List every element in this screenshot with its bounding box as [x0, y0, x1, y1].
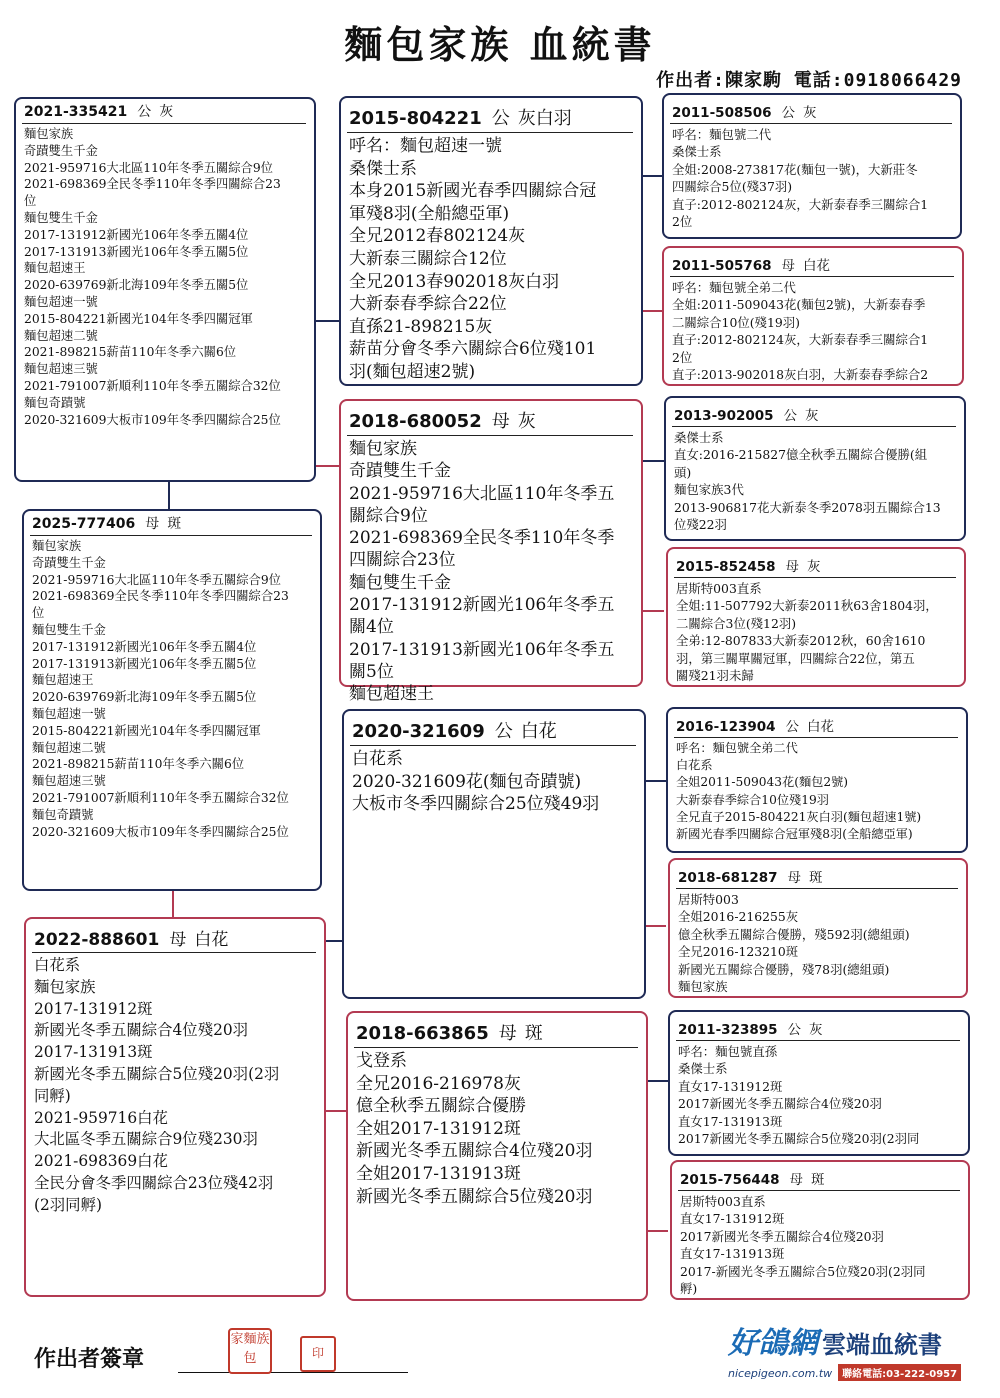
pedigree-line: 羽(麵包超速2號)	[349, 361, 476, 382]
logo-subtitle: 雲端血統書	[822, 1331, 942, 1359]
pedigree-line: 薪苗分會冬季六關綜合6位殘101	[349, 339, 597, 360]
pedigree-line: 白花系	[34, 956, 81, 974]
pedigree-line: 麵包奇蹟號	[32, 807, 94, 822]
pedigree-line: 頭)	[674, 464, 692, 480]
pedigree-line: 呼名：麵包號全弟二代	[676, 741, 798, 755]
ring-number: 2015-852458 母 灰	[676, 559, 821, 575]
pedigree-box-dam-sire	[342, 709, 646, 999]
pedigree-line: 全兄2012春802124灰	[349, 226, 526, 247]
pedigree-line: 全兄2016-216978灰	[356, 1073, 521, 1094]
connector	[640, 310, 664, 312]
pedigree-line: 2021-698369全民冬季110年冬季四關綜合23	[24, 177, 281, 192]
pedigree-line: 2015-804221新國光104年冬季四關冠軍	[24, 311, 253, 326]
pedigree-line: 麵包奇蹟號	[24, 395, 86, 410]
pedigree-line: 桑傑士系	[349, 158, 417, 179]
pedigree-line: 全姐2016-216255灰	[678, 909, 799, 925]
pedigree-line: 大新泰春季綜合10位殘19羽	[676, 792, 829, 807]
pedigree-line: 全姐:11-507792大新泰2011秋63舍1804羽，	[676, 598, 938, 614]
pedigree-line: 呼名：麵包號全弟二代	[672, 280, 796, 295]
pedigree-line: 羽，第三關單關冠軍，四關綜合22位，第五	[676, 650, 915, 666]
pedigree-line: 新國光冬季五關綜合5位殘20羽(2羽	[34, 1064, 280, 1083]
pedigree-line: 直子:2012-802124灰，大新泰春季三關綜合1	[672, 332, 929, 348]
pedigree-box-ggs-4	[668, 1010, 970, 1156]
pedigree-box-subject	[14, 97, 316, 482]
pedigree-line: 麵包超速二號	[32, 740, 106, 755]
ring-number: 2018-663865 母 斑	[356, 1023, 543, 1044]
pedigree-notes	[668, 740, 966, 843]
pedigree-box-ggd-3	[668, 858, 968, 998]
pedigree-line: 直子:2012-802124灰，大新泰春季三關綜合1	[672, 196, 929, 212]
pedigree-line: 麵包超速三號	[32, 774, 106, 789]
pedigree-line: 奇蹟雙生千金	[32, 555, 106, 570]
pedigree-line: 2017-131912斑	[34, 999, 153, 1018]
ring-number: 2011-323895 公 灰	[678, 1022, 823, 1038]
pedigree-line: 2021-898215薪苗110年冬季六關6位	[32, 757, 245, 772]
pedigree-line: 2017新國光冬季五關綜合5位殘20羽(2羽同	[678, 1131, 920, 1147]
pedigree-line: 麵包家族	[24, 127, 74, 141]
connector	[324, 940, 344, 942]
pedigree-line: 麵包雙生千金	[24, 210, 98, 225]
pedigree-line: 桑傑士系	[674, 430, 724, 445]
pedigree-notes	[666, 429, 964, 533]
pedigree-line: 呼名：麵包超速一號	[349, 136, 502, 156]
pedigree-line: 麵包超速王	[32, 673, 94, 688]
pedigree-line: 2020-639769新北海109年冬季五關5位	[32, 690, 257, 705]
pedigree-box-ggd-1	[662, 246, 964, 386]
page-title: 麵包家族 血統書	[344, 22, 656, 67]
pedigree-line: 直孫21-898215灰	[349, 316, 493, 337]
pedigree-line: 新國光冬季五關綜合4位殘20羽	[34, 1021, 249, 1040]
pedigree-line: 2021-791007新順利110年冬季五關綜合32位	[32, 790, 289, 805]
pedigree-line: 2013-906817花大新泰冬季2078羽五關綜合13	[674, 499, 941, 515]
pedigree-notes	[664, 279, 962, 383]
pedigree-line: 2017-131913新國光106年冬季五	[349, 639, 615, 660]
pedigree-line: 2021-959716大北區110年冬季五關綜合9位	[24, 160, 273, 175]
pedigree-line: 居斯特003直系	[676, 581, 762, 596]
pedigree-line: 全姐:2008-273817花(麵包一號)，大新莊冬	[672, 161, 918, 177]
connector	[640, 175, 664, 177]
pedigree-line: 全弟:12-807833大新泰2012秋，60舍1610	[676, 633, 926, 649]
pedigree-line: 麵包超速王	[24, 261, 86, 276]
pedigree-line: 麵包家族	[678, 979, 728, 995]
pedigree-notes	[344, 748, 644, 816]
pedigree-line: 同孵)	[34, 1086, 71, 1105]
breeder-contact: 作出者:陳家駒 電話:0918066429	[656, 70, 962, 91]
pedigree-line: 新國光冬季五關綜合4位殘20羽	[356, 1141, 593, 1162]
pedigree-line: 關綜合9位	[349, 505, 428, 526]
pedigree-line: 奇蹟雙生千金	[24, 143, 98, 158]
ring-number: 2020-321609 公 白花	[352, 721, 557, 742]
pedigree-line: 關殘21羽未歸	[676, 668, 754, 684]
ring-number: 2015-756448 母 斑	[680, 1172, 825, 1188]
logo-url: nicepigeon.com.tw	[728, 1367, 833, 1380]
pedigree-line: 2017新國光冬季五關綜合4位殘20羽	[680, 1228, 884, 1244]
signature-label: 作出者簽章	[34, 1346, 145, 1372]
pedigree-line: 呼名：麵包號二代	[672, 127, 772, 142]
pedigree-line: 2017新國光冬季五關綜合4位殘20羽	[678, 1096, 882, 1112]
pedigree-notes	[24, 538, 320, 840]
pedigree-box-sire-sire	[339, 96, 643, 386]
pedigree-box-sibling	[22, 509, 322, 891]
pedigree-line: 麵包超速一號	[24, 294, 98, 309]
pedigree-line: 呼名：麵包號直孫	[678, 1044, 778, 1059]
pedigree-line: 麵包超速王	[349, 684, 434, 705]
pedigree-line: 大新泰三關綜合12位	[349, 248, 507, 269]
pedigree-line: 新國光冬季五關綜合5位殘20羽	[356, 1186, 593, 1207]
pedigree-line: 2017-131913斑	[34, 1043, 153, 1062]
pedigree-line: 桑傑士系	[672, 144, 722, 160]
pedigree-notes	[668, 580, 964, 684]
pedigree-line: 白花系	[676, 758, 713, 773]
pedigree-line: 2017-新國光冬季五關綜合5位殘20羽(2羽同	[680, 1263, 926, 1279]
pedigree-line: 2020-321609大板市109年冬季四關綜合25位	[24, 412, 281, 427]
pedigree-notes	[670, 1043, 968, 1147]
pedigree-line: (2羽同孵)	[34, 1195, 102, 1214]
pedigree-line: 全姐:2011-509043花(麵包2號)，大新泰春季	[672, 297, 926, 313]
logo-text: 好鴿網	[728, 1326, 818, 1361]
pedigree-line: 直女17-131913斑	[680, 1246, 785, 1262]
pedigree-line: 孵)	[680, 1281, 698, 1297]
pedigree-notes	[348, 1050, 646, 1208]
connector	[172, 890, 174, 918]
pedigree-line: 2021-791007新順利110年冬季五關綜合32位	[24, 378, 281, 393]
pedigree-line: 2021-959716大北區110年冬季五	[349, 483, 615, 504]
pedigree-line: 2021-698369白花	[34, 1152, 168, 1171]
pedigree-box-ggs-3	[666, 707, 968, 853]
pedigree-line: 2017-131913新國光106年冬季五關5位	[32, 656, 257, 671]
pedigree-line: 新國光春季四關綜合冠軍殘8羽(全船總亞軍)	[676, 827, 913, 842]
pedigree-line: 2017-131912新國光106年冬季五關4位	[32, 639, 257, 654]
pedigree-box-dam-dam	[346, 1011, 648, 1301]
pedigree-line: 大北區冬季五關綜合9位殘230羽	[34, 1130, 258, 1149]
pedigree-line: 戈登系	[356, 1051, 407, 1071]
pedigree-line: 本身2015新國光春季四關綜合冠	[349, 181, 597, 202]
pedigree-line: 2位	[672, 349, 693, 365]
pedigree-line: 2021-698369全民冬季110年冬季	[349, 528, 615, 549]
pedigree-notes	[341, 438, 641, 706]
pedigree-line: 位	[32, 606, 45, 621]
pedigree-notes	[16, 126, 314, 428]
pedigree-line: 麵包超速一號	[32, 706, 106, 721]
pedigree-line: 二關綜合10位(殘19羽)	[672, 314, 800, 330]
ring-number: 2018-681287 母 斑	[678, 870, 823, 886]
pedigree-notes	[664, 126, 960, 230]
pedigree-line: 位	[24, 194, 37, 209]
pedigree-notes	[670, 891, 966, 995]
ring-number: 2021-335421 公 灰	[24, 104, 174, 120]
connector	[168, 482, 170, 510]
pedigree-line: 居斯特003	[678, 892, 739, 907]
connector	[316, 320, 340, 322]
pedigree-line: 麵包雙生千金	[32, 622, 106, 637]
pedigree-line: 2020-321609大板市109年冬季四關綜合25位	[32, 824, 289, 839]
connector	[324, 1110, 348, 1112]
pedigree-line: 億全秋季五關綜合優勝	[356, 1096, 526, 1117]
pedigree-line: 全兄2016-123210斑	[678, 944, 799, 960]
ring-number: 2011-508506 公 灰	[672, 105, 817, 121]
pedigree-box-ggd-2	[666, 547, 966, 687]
pedigree-line: 大新泰春季綜合22位	[349, 294, 507, 315]
pedigree-line: 2021-698369全民冬季110年冬季四關綜合23	[32, 589, 289, 604]
pedigree-line: 四關綜合23位	[349, 550, 456, 571]
connector	[646, 1230, 668, 1232]
pedigree-line: 奇蹟雙生千金	[349, 461, 451, 482]
pedigree-line: 2017-131912新國光106年冬季五關4位	[24, 227, 249, 242]
pedigree-line: 2021-959716白花	[34, 1108, 168, 1127]
nicepigeon-logo	[728, 1318, 978, 1382]
pedigree-line: 2020-321609花(麵包奇蹟號)	[352, 771, 582, 792]
seal-stamp: 印	[300, 1336, 336, 1372]
pedigree-line: 直女:2016-215827億全秋季五關綜合優勝(組	[674, 447, 928, 463]
pedigree-line: 2017-131913新國光106年冬季五關5位	[24, 244, 249, 259]
pedigree-line: 二關綜合3位(殘12羽)	[676, 615, 797, 631]
pedigree-line: 四關綜合5位(殘37羽)	[672, 179, 793, 195]
pedigree-line: 直女17-131912斑	[678, 1078, 783, 1094]
pedigree-line: 麵包家族3代	[674, 482, 744, 498]
pedigree-line: 全姐2011-509043花(麵包2號)	[676, 775, 849, 790]
pedigree-line: 麵包超速二號	[24, 328, 98, 343]
ring-number: 2013-902005 公 灰	[674, 408, 819, 424]
pedigree-box-ggs-2	[664, 396, 966, 541]
pedigree-line: 2017-131912新國光106年冬季五	[349, 595, 615, 616]
pedigree-box-sire-dam	[339, 399, 643, 705]
pedigree-line: 直女17-131913斑	[678, 1113, 783, 1129]
pedigree-line: 居斯特003直系	[680, 1194, 766, 1209]
pedigree-notes	[672, 1193, 968, 1297]
pedigree-line: 麵包雙生千金	[349, 572, 451, 593]
pedigree-line: 關5位	[349, 661, 394, 682]
signature-line[interactable]	[178, 1372, 408, 1373]
pedigree-line: 直子:2013-902018灰白羽，大新泰春季綜合2	[672, 367, 929, 383]
pedigree-line: 大板市冬季四關綜合25位殘49羽	[352, 794, 600, 815]
pedigree-line: 新國光五關綜合優勝，殘78羽(總組頭)	[678, 961, 890, 977]
pedigree-line: 直女17-131912斑	[680, 1211, 785, 1227]
pedigree-line: 全兄2013春902018灰白羽	[349, 271, 560, 292]
pedigree-line: 白花系	[352, 749, 403, 769]
pedigree-line: 2015-804221新國光104年冬季四關冠軍	[32, 723, 261, 738]
ring-number: 2022-888601 母 白花	[34, 930, 229, 950]
ring-number: 2011-505768 母 白花	[672, 258, 831, 274]
pedigree-line: 麵包家族	[349, 439, 417, 459]
ring-number: 2025-777406 母 斑	[32, 516, 182, 532]
connector	[646, 1080, 668, 1082]
connector	[640, 460, 664, 462]
pedigree-box-dam	[24, 917, 326, 1297]
ring-number: 2018-680052 母 灰	[349, 411, 536, 432]
logo-phone: 聯絡電話:03-222-0957	[838, 1364, 961, 1381]
pedigree-line: 關4位	[349, 617, 394, 638]
pedigree-line: 全兄直子2015-804221灰白羽(麵包超速1號)	[676, 809, 922, 824]
pedigree-line: 2020-639769新北海109年冬季五關5位	[24, 278, 249, 293]
pedigree-line: 位殘22羽	[674, 517, 727, 533]
ring-number: 2016-123904 公 白花	[676, 719, 835, 735]
pedigree-line: 軍殘8羽(全船總亞軍)	[349, 203, 510, 224]
breeder-seal-stamp: 家麵族包	[228, 1328, 272, 1374]
pedigree-line: 麵包超速三號	[24, 362, 98, 377]
pedigree-line: 全姐2017-131912斑	[356, 1118, 521, 1139]
ring-number: 2015-804221 公 灰白羽	[349, 108, 572, 129]
pedigree-line: 麵包家族	[32, 539, 82, 553]
pedigree-line: 2位	[672, 214, 693, 230]
pedigree-line: 全姐2017-131913斑	[356, 1163, 521, 1184]
pedigree-box-ggd-4	[670, 1160, 970, 1300]
pedigree-line: 2021-959716大北區110年冬季五關綜合9位	[32, 572, 281, 587]
pedigree-line: 桑傑士系	[678, 1061, 728, 1077]
connector	[640, 610, 664, 612]
pedigree-notes	[341, 135, 641, 384]
pedigree-notes	[26, 955, 324, 1217]
pedigree-box-ggs-1	[662, 93, 962, 239]
pedigree-line: 麵包家族	[34, 977, 96, 996]
pedigree-line: 2021-898215薪苗110年冬季六關6位	[24, 345, 237, 360]
pedigree-line: 億全秋季五關綜合優勝，殘592羽(總組頭)	[678, 926, 910, 942]
pedigree-line: 全民分會冬季四關綜合23位殘42羽	[34, 1173, 274, 1192]
